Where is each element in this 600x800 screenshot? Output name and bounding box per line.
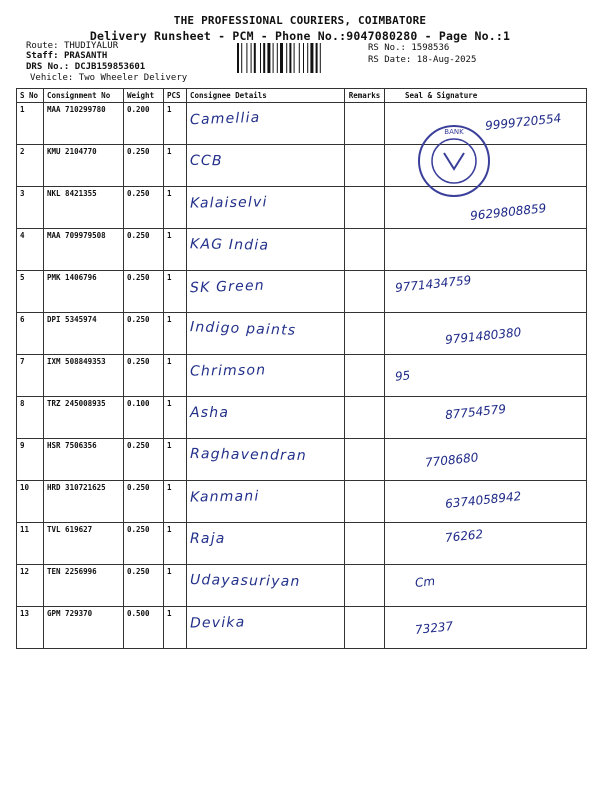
cell-remarks bbox=[345, 565, 385, 607]
cell-consignment-no: TVL 619627 bbox=[44, 523, 124, 565]
cell-pcs: 1 bbox=[164, 271, 187, 313]
cell-pcs: 1 bbox=[164, 187, 187, 229]
cell-consignee bbox=[187, 397, 345, 439]
consignee-handwriting: Chrimson bbox=[189, 362, 267, 380]
cell-pcs: 1 bbox=[164, 313, 187, 355]
cell-signature bbox=[385, 607, 587, 649]
cell-consignment-no: DPI 5345974 bbox=[44, 313, 124, 355]
cell-weight: 0.500 bbox=[124, 607, 164, 649]
table-header-row bbox=[17, 89, 587, 103]
cell-sno: 13 bbox=[17, 607, 44, 649]
runsheet-table bbox=[16, 88, 587, 649]
cell-sno: 9 bbox=[17, 439, 44, 481]
barcode-bar bbox=[267, 43, 270, 73]
consignee-handwriting: Camellia bbox=[189, 109, 261, 129]
cell-consignee bbox=[187, 145, 345, 187]
cell-sno: 7 bbox=[17, 355, 44, 397]
table-row bbox=[17, 607, 587, 649]
barcode-bar bbox=[310, 43, 313, 73]
cell-consignment-no: HRD 310721625 bbox=[44, 481, 124, 523]
signature-handwriting: 9791480380 bbox=[444, 325, 522, 347]
barcode-bar bbox=[299, 43, 300, 73]
cell-weight: 0.250 bbox=[124, 313, 164, 355]
table-row bbox=[17, 103, 587, 145]
cell-signature bbox=[385, 397, 587, 439]
cell-weight: 0.250 bbox=[124, 229, 164, 271]
cell-sno: 8 bbox=[17, 397, 44, 439]
route-value: THUDIYALUR bbox=[63, 41, 119, 51]
cell-pcs: 1 bbox=[164, 229, 187, 271]
vehicle-value: Two Wheeler Delivery bbox=[78, 73, 188, 83]
barcode-bar bbox=[246, 43, 247, 73]
cell-weight: 0.250 bbox=[124, 481, 164, 523]
col-sno: S No bbox=[17, 89, 44, 103]
company-title: THE PROFESSIONAL COURIERS, COIMBATORE bbox=[173, 14, 427, 27]
vehicle-label: Vehicle: bbox=[30, 73, 74, 83]
cell-consignee bbox=[187, 355, 345, 397]
table-row bbox=[17, 355, 587, 397]
col-consignee: Consignee Details bbox=[187, 89, 345, 103]
cell-sno: 2 bbox=[17, 145, 44, 187]
cell-pcs: 1 bbox=[164, 481, 187, 523]
table-row bbox=[17, 271, 587, 313]
barcode-bar bbox=[280, 43, 283, 73]
barcode-bar bbox=[303, 43, 304, 73]
table-row bbox=[17, 187, 587, 229]
cell-sno: 10 bbox=[17, 481, 44, 523]
staff-label: Staff: bbox=[26, 51, 59, 61]
signature-handwriting: 95 bbox=[394, 368, 411, 384]
cell-pcs: 1 bbox=[164, 607, 187, 649]
staff-line bbox=[26, 51, 107, 62]
table-row bbox=[17, 145, 587, 187]
col-pcs: PCS bbox=[164, 89, 187, 103]
barcode-bar bbox=[307, 43, 308, 73]
cell-consignee bbox=[187, 565, 345, 607]
consignee-handwriting: KAG India bbox=[189, 236, 270, 254]
barcode-bar bbox=[254, 43, 256, 73]
cell-signature bbox=[385, 271, 587, 313]
cell-weight: 0.250 bbox=[124, 187, 164, 229]
cell-remarks bbox=[345, 481, 385, 523]
barcode-bar bbox=[294, 43, 295, 73]
table-row bbox=[17, 565, 587, 607]
cell-sno: 5 bbox=[17, 271, 44, 313]
signature-handwriting: 7708680 bbox=[424, 450, 480, 470]
consignee-handwriting: Udayasuriyan bbox=[189, 572, 301, 590]
consignee-handwriting: Devika bbox=[189, 614, 246, 632]
cell-sno: 12 bbox=[17, 565, 44, 607]
cell-consignment-no: GPM 729370 bbox=[44, 607, 124, 649]
cell-weight: 0.250 bbox=[124, 355, 164, 397]
cell-signature bbox=[385, 229, 587, 271]
barcode-bar bbox=[273, 43, 274, 73]
signature-handwriting: 87754579 bbox=[444, 401, 507, 423]
cell-weight: 0.250 bbox=[124, 523, 164, 565]
consignee-handwriting: Raja bbox=[190, 531, 226, 547]
consignee-handwriting: Indigo paints bbox=[189, 319, 297, 339]
cell-weight: 0.250 bbox=[124, 565, 164, 607]
cell-remarks bbox=[345, 607, 385, 649]
cell-weight: 0.250 bbox=[124, 271, 164, 313]
cell-sno: 6 bbox=[17, 313, 44, 355]
cell-consignment-no: KMU 2104770 bbox=[44, 145, 124, 187]
drs-value: DCJB159853601 bbox=[74, 62, 146, 72]
stamp-text: BANK bbox=[444, 128, 464, 136]
cell-pcs: 1 bbox=[164, 145, 187, 187]
cell-pcs: 1 bbox=[164, 355, 187, 397]
cell-signature bbox=[385, 355, 587, 397]
cell-weight: 0.100 bbox=[124, 397, 164, 439]
barcode-bar bbox=[289, 43, 291, 73]
cell-consignment-no: PMK 1406796 bbox=[44, 271, 124, 313]
col-consignment: Consignment No bbox=[44, 89, 124, 103]
bank-seal-stamp bbox=[416, 123, 492, 199]
staff-value: PRASANTH bbox=[63, 51, 108, 61]
table-row bbox=[17, 523, 587, 565]
cell-sno: 4 bbox=[17, 229, 44, 271]
drs-label: DRS No.: bbox=[26, 62, 70, 72]
cell-remarks bbox=[345, 397, 385, 439]
signature-handwriting: 6374058942 bbox=[444, 489, 522, 511]
signature-handwriting: 9771434759 bbox=[394, 273, 472, 295]
route-label: Route: bbox=[26, 41, 59, 51]
cell-consignment-no: MAA 710299780 bbox=[44, 103, 124, 145]
col-weight: Weight bbox=[124, 89, 164, 103]
cell-remarks bbox=[345, 229, 385, 271]
rs-date-value: 18-Aug-2025 bbox=[416, 55, 477, 65]
signature-handwriting: 76262 bbox=[444, 527, 484, 545]
consignee-handwriting: Kalaiselvi bbox=[189, 194, 268, 212]
table-row bbox=[17, 439, 587, 481]
cell-remarks bbox=[345, 355, 385, 397]
drs-line bbox=[26, 62, 145, 73]
table-row bbox=[17, 481, 587, 523]
rs-no-label: RS No.: bbox=[368, 43, 406, 53]
cell-consignment-no: HSR 7506356 bbox=[44, 439, 124, 481]
barcode-bar bbox=[260, 43, 261, 73]
cell-weight: 0.250 bbox=[124, 439, 164, 481]
cell-remarks bbox=[345, 145, 385, 187]
cell-consignee bbox=[187, 439, 345, 481]
cell-remarks bbox=[345, 187, 385, 229]
runsheet-subtitle: Delivery Runsheet - PCM - Phone No.:9047080280 - Page No.:1 bbox=[89, 29, 511, 43]
cell-remarks bbox=[345, 439, 385, 481]
cell-remarks bbox=[345, 313, 385, 355]
barcode-image bbox=[237, 43, 363, 73]
barcode-bar bbox=[316, 43, 318, 73]
col-remarks: Remarks bbox=[345, 89, 385, 103]
cell-consignee bbox=[187, 607, 345, 649]
table-row bbox=[17, 229, 587, 271]
signature-handwriting: 9999720554 bbox=[484, 111, 562, 133]
barcode-bar bbox=[237, 43, 239, 73]
cell-consignee bbox=[187, 103, 345, 145]
cell-pcs: 1 bbox=[164, 523, 187, 565]
consignee-handwriting: SK Green bbox=[189, 277, 266, 297]
rs-no-value: 1598536 bbox=[411, 43, 450, 53]
cell-consignee bbox=[187, 187, 345, 229]
cell-consignee bbox=[187, 229, 345, 271]
cell-consignee bbox=[187, 313, 345, 355]
barcode-bar bbox=[277, 43, 278, 73]
cell-consignment-no: MAA 709979508 bbox=[44, 229, 124, 271]
cell-weight: 0.250 bbox=[124, 145, 164, 187]
consignee-handwriting: Kanmani bbox=[189, 488, 260, 506]
cell-sno: 1 bbox=[17, 103, 44, 145]
signature-handwriting: 9629808859 bbox=[469, 201, 547, 223]
cell-consignment-no: TEN 2256996 bbox=[44, 565, 124, 607]
consignee-handwriting: Raghavendran bbox=[189, 445, 308, 465]
cell-consignee bbox=[187, 481, 345, 523]
cell-consignee bbox=[187, 523, 345, 565]
cell-pcs: 1 bbox=[164, 439, 187, 481]
barcode-bar bbox=[320, 43, 321, 73]
cell-sno: 11 bbox=[17, 523, 44, 565]
table-row bbox=[17, 313, 587, 355]
cell-signature bbox=[385, 523, 587, 565]
barcode-bar bbox=[251, 43, 252, 73]
cell-sno: 3 bbox=[17, 187, 44, 229]
vehicle-line bbox=[30, 73, 187, 84]
consignee-handwriting: CCB bbox=[189, 152, 223, 170]
cell-pcs: 1 bbox=[164, 397, 187, 439]
cell-signature bbox=[385, 313, 587, 355]
barcode-bar bbox=[286, 43, 287, 73]
cell-signature bbox=[385, 565, 587, 607]
cell-remarks bbox=[345, 271, 385, 313]
cell-signature bbox=[385, 481, 587, 523]
cell-remarks bbox=[345, 523, 385, 565]
signature-handwriting: Cm bbox=[414, 573, 436, 591]
rs-date-line bbox=[368, 55, 476, 65]
cell-pcs: 1 bbox=[164, 103, 187, 145]
table-row bbox=[17, 397, 587, 439]
rs-no-line bbox=[368, 43, 449, 53]
signature-handwriting: 73237 bbox=[414, 619, 454, 637]
barcode-bar bbox=[263, 43, 265, 73]
cell-remarks bbox=[345, 103, 385, 145]
cell-consignment-no: TRZ 245008935 bbox=[44, 397, 124, 439]
cell-consignment-no: NKL 8421355 bbox=[44, 187, 124, 229]
barcode-bar bbox=[241, 43, 242, 73]
cell-consignment-no: IXM 508849353 bbox=[44, 355, 124, 397]
rs-date-label: RS Date: bbox=[368, 55, 412, 65]
col-signature: Seal & Signature bbox=[385, 89, 587, 103]
cell-signature bbox=[385, 439, 587, 481]
cell-consignee bbox=[187, 271, 345, 313]
cell-pcs: 1 bbox=[164, 565, 187, 607]
consignee-handwriting: Asha bbox=[190, 405, 230, 421]
cell-weight: 0.200 bbox=[124, 103, 164, 145]
